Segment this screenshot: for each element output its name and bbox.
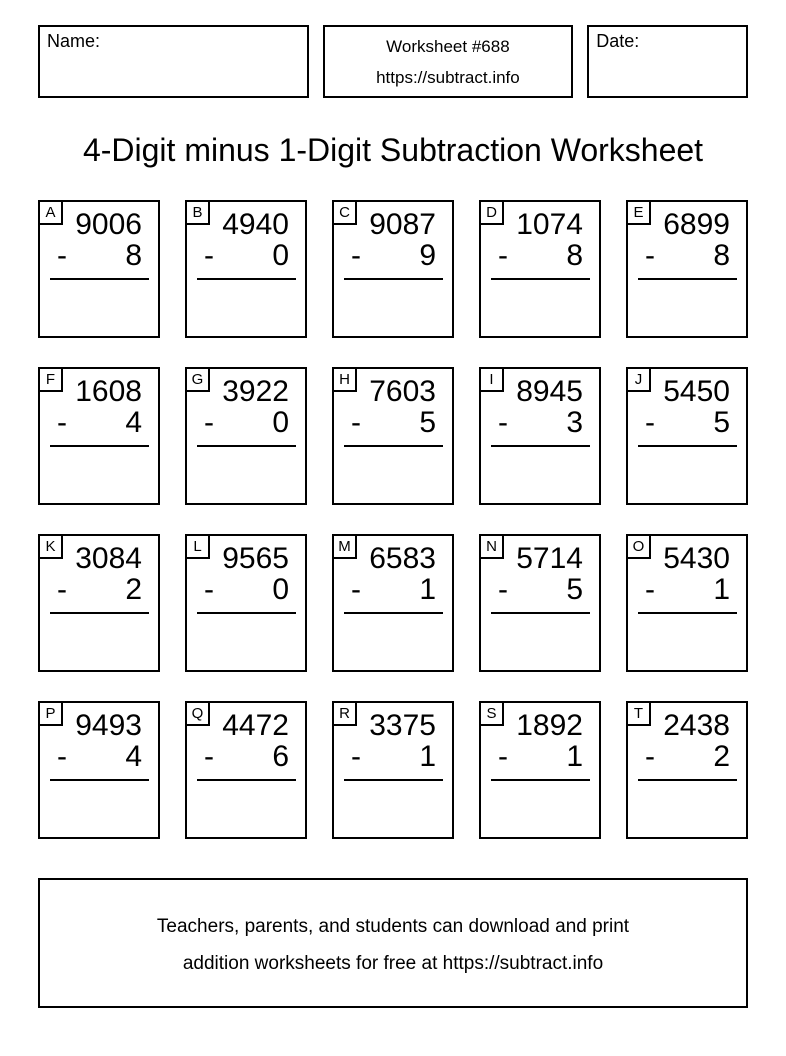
problem-cell [185,367,307,505]
footer-line-2: addition worksheets for free at https://subtract.info [182,953,604,974]
minuend-number: 4940 [222,208,289,241]
subtrahend-row [334,574,452,605]
minuend-number: 5714 [516,542,583,575]
minus-operator: - [645,406,655,439]
answer-space [334,781,452,831]
minus-operator: - [57,406,67,439]
subtrahend-row [40,741,158,772]
subtrahend-number: 2 [713,740,730,773]
problem-letter: I [489,371,494,388]
minuend-number: 6583 [369,542,436,575]
subtrahend-number: 1 [566,740,583,773]
answer-space [481,280,599,330]
minuend-number: 1608 [75,375,142,408]
problem-cell [479,367,601,505]
problem-letter-badge [332,534,357,559]
footer-box [38,878,748,1008]
answer-space [187,614,305,664]
subtrahend-number: 8 [713,239,730,272]
problem-cell [332,200,454,338]
subtrahend-row [481,407,599,438]
problem-letter-badge [38,200,63,225]
worksheet-info-box [323,25,574,98]
answer-space [40,781,158,831]
answer-space [628,280,746,330]
minuend-number: 6899 [663,208,730,241]
problem-letter-badge [479,701,504,726]
problem-letter-badge [479,200,504,225]
answer-space [334,447,452,497]
answer-space [628,447,746,497]
minuend-number: 2438 [663,709,730,742]
problem-letter: F [45,371,56,388]
problem-letter-badge [479,367,504,392]
minus-operator: - [498,740,508,773]
problem-letter: P [45,705,56,722]
subtrahend-row [40,407,158,438]
minuend-number: 4472 [222,709,289,742]
minuend-number: 9087 [369,208,436,241]
date-field-box [587,25,748,98]
subtrahend-number: 0 [272,573,289,606]
worksheet-number: Worksheet #688 [386,36,510,56]
answer-space [481,447,599,497]
minus-operator: - [645,573,655,606]
answer-space [481,781,599,831]
problem-letter-badge [626,367,651,392]
minus-operator: - [351,239,361,272]
subtrahend-number: 2 [125,573,142,606]
problem-letter: C [339,204,350,221]
date-label: Date: [596,31,640,51]
subtrahend-number: 4 [125,740,142,773]
problem-letter-badge [38,367,63,392]
minus-operator: - [204,740,214,773]
problem-cell [38,701,160,839]
subtrahend-number: 5 [713,406,730,439]
answer-space [628,614,746,664]
subtrahend-row [334,741,452,772]
answer-space [40,447,158,497]
problem-cell [332,701,454,839]
problem-letter: E [633,204,644,221]
subtrahend-row [481,574,599,605]
subtrahend-row [334,240,452,271]
minuend-number: 5450 [663,375,730,408]
problem-cell [626,701,748,839]
subtrahend-number: 1 [713,573,730,606]
problem-letter-badge [332,200,357,225]
problem-cell [626,534,748,672]
subtrahend-number: 5 [566,573,583,606]
problem-letter-badge [332,701,357,726]
minuend-number: 1892 [516,709,583,742]
problem-letter: M [338,538,351,555]
problem-letter: N [486,538,497,555]
problem-letter-badge [38,701,63,726]
subtrahend-number: 9 [419,239,436,272]
subtrahend-row [334,407,452,438]
subtrahend-number: 8 [566,239,583,272]
minus-operator: - [645,740,655,773]
minuend-number: 1074 [516,208,583,241]
footer-line-1: Teachers, parents, and students can download and print [156,916,630,937]
answer-space [628,781,746,831]
problem-letter: K [45,538,56,555]
name-field-box [38,25,309,98]
answer-space [334,614,452,664]
minus-operator: - [204,573,214,606]
problem-letter-badge [626,200,651,225]
problem-letter-badge [185,200,210,225]
minus-operator: - [498,406,508,439]
minus-operator: - [204,239,214,272]
problem-letter-badge [332,367,357,392]
problem-letter-badge [38,534,63,559]
minus-operator: - [351,406,361,439]
problem-cell [185,701,307,839]
minus-operator: - [351,573,361,606]
problem-cell [479,200,601,338]
subtrahend-number: 6 [272,740,289,773]
problem-letter-badge [185,367,210,392]
minuend-number: 9565 [222,542,289,575]
subtrahend-number: 1 [419,573,436,606]
minuend-number: 3084 [75,542,142,575]
problem-letter: A [45,204,56,221]
minus-operator: - [351,740,361,773]
problem-letter-badge [185,534,210,559]
name-label: Name: [47,31,101,51]
minus-operator: - [498,239,508,272]
minuend-number: 5430 [663,542,730,575]
subtrahend-row [187,574,305,605]
subtrahend-row [481,741,599,772]
problem-cell [626,367,748,505]
problem-cell [332,367,454,505]
problem-letter: Q [191,705,204,722]
header [38,25,748,98]
subtrahend-row [628,574,746,605]
problem-letter: T [633,705,644,722]
subtrahend-row [40,240,158,271]
minuend-number: 9493 [75,709,142,742]
problem-letter: O [632,538,645,555]
subtrahend-row [187,741,305,772]
problem-letter: D [486,204,497,221]
problem-cell [38,367,160,505]
answer-space [187,447,305,497]
answer-space [187,280,305,330]
problem-letter: H [339,371,350,388]
minus-operator: - [645,239,655,272]
subtrahend-number: 5 [419,406,436,439]
subtrahend-number: 8 [125,239,142,272]
subtrahend-number: 0 [272,239,289,272]
subtrahend-row [187,407,305,438]
problem-letter: J [634,371,643,388]
minuend-number: 7603 [369,375,436,408]
answer-space [40,280,158,330]
problem-cell [479,534,601,672]
subtrahend-row [187,240,305,271]
problem-letter-badge [626,701,651,726]
problem-cell [479,701,601,839]
problem-letter-badge [626,534,651,559]
problem-cell [332,534,454,672]
subtrahend-number: 3 [566,406,583,439]
page-title: 4-Digit minus 1-Digit Subtraction Worksheet [82,132,704,168]
minuend-number: 9006 [75,208,142,241]
minus-operator: - [57,740,67,773]
minuend-number: 3922 [222,375,289,408]
subtrahend-row [40,574,158,605]
answer-space [40,614,158,664]
subtrahend-row [628,240,746,271]
problem-letter: L [193,538,202,555]
problem-cell [185,534,307,672]
minus-operator: - [204,406,214,439]
subtrahend-number: 1 [419,740,436,773]
minus-operator: - [57,573,67,606]
answer-space [334,280,452,330]
subtrahend-row [628,741,746,772]
problem-cell [626,200,748,338]
problem-letter: B [192,204,203,221]
problem-cell [185,200,307,338]
answer-space [187,781,305,831]
problems-grid [38,200,748,839]
problem-cell [38,534,160,672]
subtrahend-row [628,407,746,438]
subtrahend-number: 0 [272,406,289,439]
minus-operator: - [498,573,508,606]
problem-cell [38,200,160,338]
problem-letter-badge [185,701,210,726]
problem-letter: G [191,371,204,388]
subtrahend-number: 4 [125,406,142,439]
minus-operator: - [57,239,67,272]
problem-letter: S [486,705,497,722]
answer-space [481,614,599,664]
minuend-number: 3375 [369,709,436,742]
problem-letter: R [339,705,350,722]
subtrahend-row [481,240,599,271]
minuend-number: 8945 [516,375,583,408]
problem-letter-badge [479,534,504,559]
worksheet-url: https://subtract.info [376,67,520,87]
